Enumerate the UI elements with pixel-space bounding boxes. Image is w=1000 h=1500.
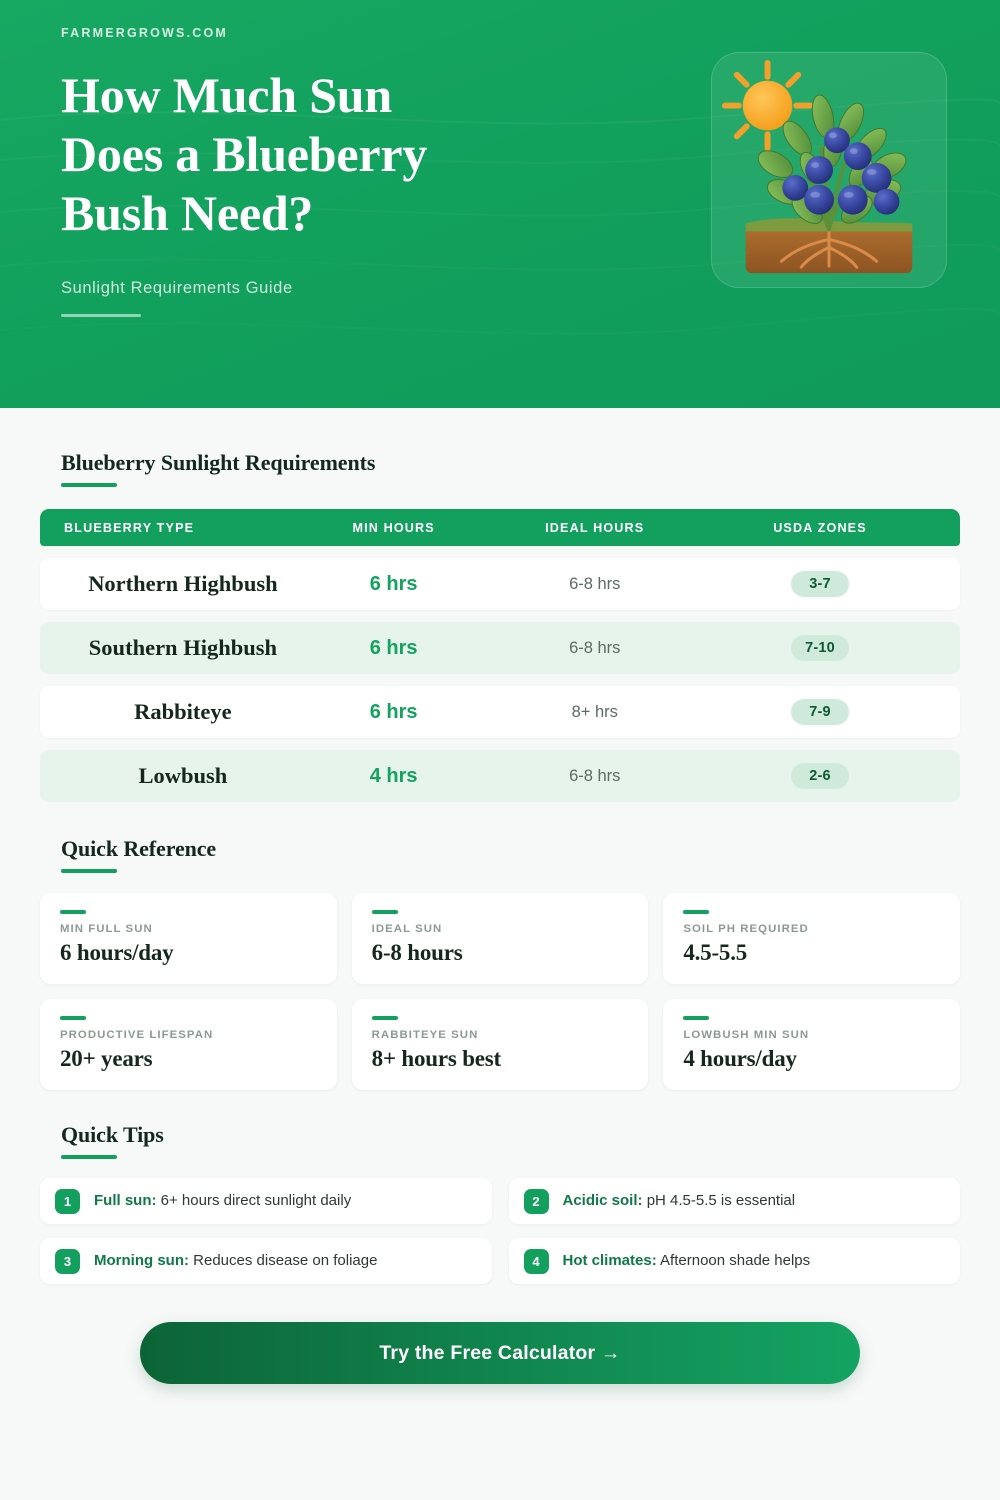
card-label: RABBITEYE SUN: [371, 1029, 479, 1041]
card-value: 4 hours/day: [683, 1046, 797, 1071]
title-line-3: Bush Need?: [61, 185, 314, 241]
table-heading-text: Blueberry Sunlight Requirements: [61, 450, 376, 475]
tip-detail: Reduces disease on foliage: [188, 1252, 378, 1269]
card-accent-bar: [683, 910, 709, 914]
card-value: 6-8 hours: [371, 940, 463, 965]
tip-detail: Afternoon shade helps: [656, 1252, 811, 1269]
quick-reference-card: [352, 999, 649, 1090]
quick-reference-card: [663, 893, 960, 984]
tip-number-badge: 4: [524, 1249, 549, 1274]
tip-item: [509, 1238, 961, 1284]
tip-text: [563, 1192, 796, 1210]
tip-detail: 6+ hours direct sunlight daily: [156, 1192, 352, 1209]
zone-badge: 2-6: [791, 763, 849, 789]
card-accent-bar: [60, 1016, 86, 1020]
hero-divider: [61, 314, 141, 317]
cell-type: Lowbush: [138, 763, 228, 788]
cell-type: Rabbiteye: [134, 699, 232, 724]
table-header-row: [40, 509, 960, 546]
heading-underline: [61, 869, 117, 873]
card-value: 4.5-5.5: [683, 940, 748, 965]
title-line-2: Does a Blueberry: [61, 126, 428, 182]
quick-tips-heading-text: Quick Tips: [61, 1122, 164, 1147]
site-brand: FARMERGROWS.COM: [61, 26, 229, 40]
zone-badge: 3-7: [791, 571, 849, 597]
zone-badge: 7-10: [791, 635, 849, 661]
card-label: PRODUCTIVE LIFESPAN: [60, 1029, 214, 1041]
card-value: 8+ hours best: [371, 1046, 502, 1071]
card-accent-bar: [683, 1016, 709, 1020]
quick-reference-card: [40, 999, 337, 1090]
quick-reference-card: [663, 999, 960, 1090]
title-line-1: How Much Sun: [61, 67, 393, 123]
cta-container: [40, 1322, 960, 1384]
content-body: [0, 408, 1000, 1384]
quick-tips-heading: [40, 1090, 960, 1159]
table-row: [40, 558, 960, 610]
hero-header: [0, 0, 1000, 408]
cell-ideal: 6-8 hrs: [569, 766, 621, 785]
quick-reference-heading-text: Quick Reference: [61, 836, 217, 861]
quick-reference-heading: [40, 802, 960, 873]
cell-ideal: 6-8 hrs: [569, 574, 621, 593]
zone-badge: 7-9: [791, 699, 849, 725]
quick-reference-grid: [40, 893, 960, 1090]
card-accent-bar: [60, 910, 86, 914]
tip-number-badge: 1: [55, 1189, 80, 1214]
cell-min: 4 hrs: [369, 764, 418, 787]
quick-reference-card: [40, 893, 337, 984]
tip-text: [563, 1252, 811, 1270]
card-accent-bar: [372, 910, 398, 914]
tip-label: Acidic soil:: [562, 1192, 643, 1209]
quick-tips-grid: [40, 1178, 960, 1284]
table-row: [40, 622, 960, 674]
tip-text: [94, 1252, 377, 1270]
col-header-usda-zones: USDA ZONES: [773, 520, 867, 535]
sunlight-requirements-table: [40, 509, 960, 802]
heading-underline: [61, 1155, 117, 1159]
tip-label: Full sun:: [94, 1192, 157, 1209]
quick-reference-card: [352, 893, 649, 984]
card-value: 6 hours/day: [60, 940, 174, 965]
hero-illustration-panel: [711, 52, 947, 288]
cell-ideal: 6-8 hrs: [569, 638, 621, 657]
heading-underline: [61, 483, 117, 487]
try-free-calculator-button[interactable]: Try the Free Calculator →: [140, 1322, 860, 1384]
col-header-ideal-hours: IDEAL HOURS: [545, 520, 645, 535]
table-row: [40, 686, 960, 738]
cell-min: 6 hrs: [369, 572, 418, 595]
cell-zones: [704, 635, 936, 661]
card-label: MIN FULL SUN: [60, 923, 153, 935]
table-section-heading: [40, 408, 960, 487]
table-row: [40, 750, 960, 802]
card-value: 20+ years: [60, 1046, 153, 1071]
tip-label: Hot climates:: [562, 1252, 657, 1269]
cell-ideal: 8+ hrs: [571, 702, 618, 721]
card-label: IDEAL SUN: [371, 923, 443, 935]
tip-item: [509, 1178, 961, 1224]
cell-type: Southern Highbush: [88, 635, 278, 660]
tip-item: [40, 1238, 492, 1284]
cell-min: 6 hrs: [369, 700, 418, 723]
col-header-min-hours: MIN HOURS: [352, 520, 435, 535]
cell-min: 6 hrs: [369, 636, 418, 659]
tip-label: Morning sun:: [94, 1252, 189, 1269]
tip-item: [40, 1178, 492, 1224]
tip-detail: pH 4.5-5.5 is essential: [642, 1192, 796, 1209]
cell-zones: [704, 763, 936, 789]
cell-zones: [704, 699, 936, 725]
card-label: LOWBUSH MIN SUN: [683, 1029, 810, 1041]
tip-number-badge: 2: [524, 1189, 549, 1214]
card-label: SOIL PH REQUIRED: [683, 923, 809, 935]
hero-subtitle: Sunlight Requirements Guide: [61, 279, 293, 297]
tip-text: [94, 1192, 351, 1210]
col-header-blueberry-type: BLUEBERRY TYPE: [64, 520, 195, 535]
card-accent-bar: [372, 1016, 398, 1020]
cell-zones: [704, 571, 936, 597]
page-title: [61, 66, 701, 243]
tip-number-badge: 3: [55, 1249, 80, 1274]
cell-type: Northern Highbush: [88, 571, 278, 596]
blueberry-bush-with-sun-icon: [712, 53, 946, 287]
